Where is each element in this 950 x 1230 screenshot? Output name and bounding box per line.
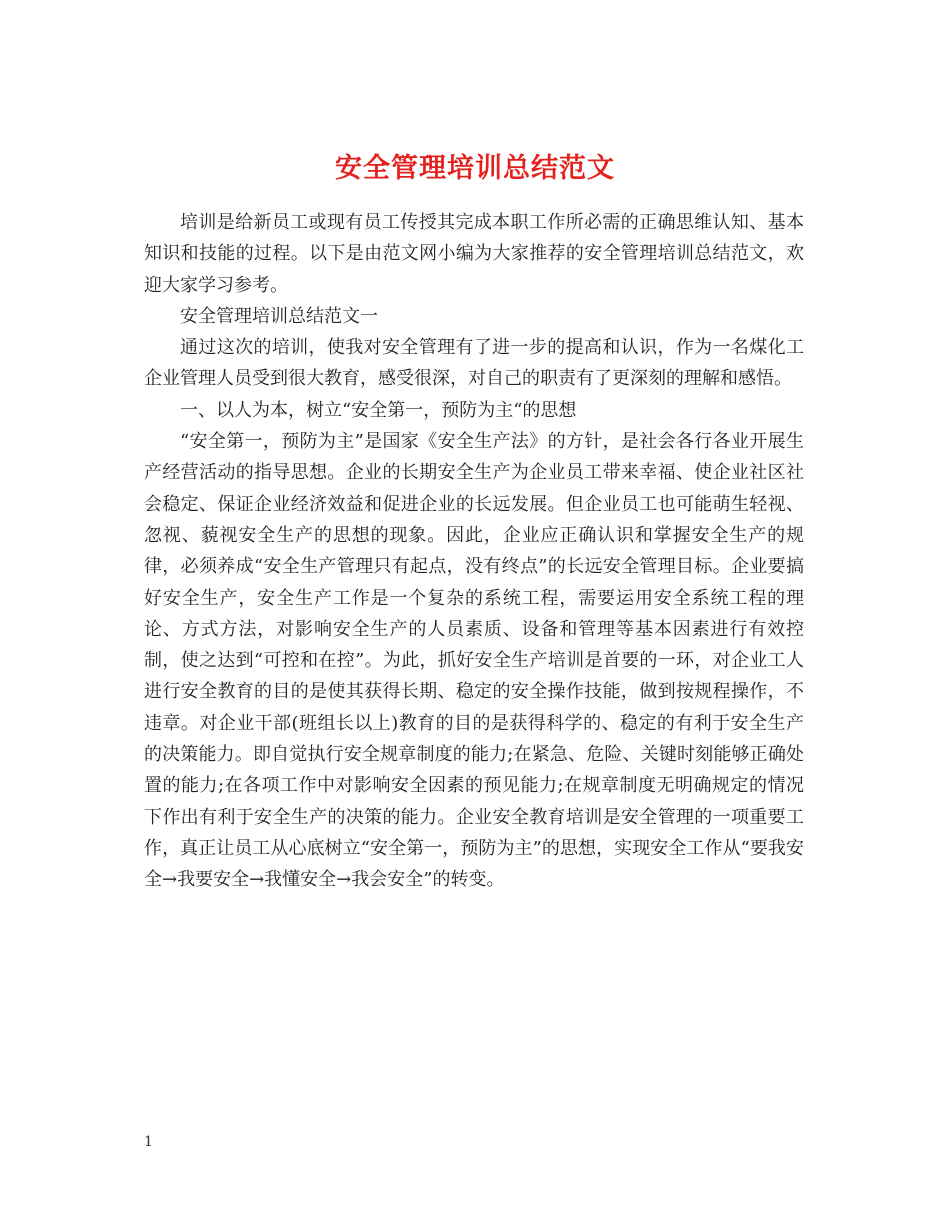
paragraph-main: “安全第一，预防为主”是国家《安全生产法》的方针，是社会各行各业开展生产经营活动的指导思想。企业的长期安全生产为企业员工带来幸福、使企业社区社会稳定、保证企业经济效益和促进企业的长远发展。但企业员工也可能萌生轻视、忽视、藐视安全生产的思想的现象。因此，企业应正确认识和掌握安全生产的规律，必须养成“安全生产管理只有起点，没有终点”的长远安全管理目标。企业要搞好安全生产，安全生产工作是一个复杂的系统工程，需要运用安全系统工程的理论、方式方法，对影响安全生产的人员素质、设备和管理等基本因素进行有效控制，使之达到“可控和在控”。为此，抓好安全生产培训是首要的一环，对企业工人进行安全教育的目的是使其获得长期、稳定的安全操作技能，做到按规程操作，不违章。对企业干部(班组长以上)教育的目的是获得科学的、稳定的有利于安全生产的决策能力。即自觉执行安全规章制度的能力;在紧急、危险、关键时刻能够正确处置的能力;在各项工作中对影响安全因素的预见能力;在规章制度无明确规定的情况下作出有利于安全生产的决策的能力。企业安全教育培训是安全管理的一项重要工作，真正让员工从心底树立“安全第一，预防为主”的思想，实现安全工作从“要我安全→我要安全→我懂安全→我会安全”的转变。 [144, 431, 804, 891]
paragraph-reflection: 通过这次的培训，使我对安全管理有了进一步的提高和认识，作为一名煤化工企业管理人员受到很大教育，感受很深，对自己的职责有了更深刻的理解和感悟。 [144, 337, 804, 390]
subsection-heading: 一、以人为本，树立“安全第一，预防为主“的思想 [180, 399, 577, 421]
section-heading: 安全管理培训总结范文一 [180, 305, 378, 327]
document-title: 安全管理培训总结范文 [335, 153, 615, 185]
page-number: 1 [144, 1134, 153, 1150]
document-body [144, 207, 804, 896]
paragraph-intro: 培训是给新员工或现有员工传授其完成本职工作所必需的正确思维认知、基本知识和技能的过程。以下是由范文网小编为大家推荐的安全管理培训总结范文，欢迎大家学习参考。 [144, 212, 804, 296]
